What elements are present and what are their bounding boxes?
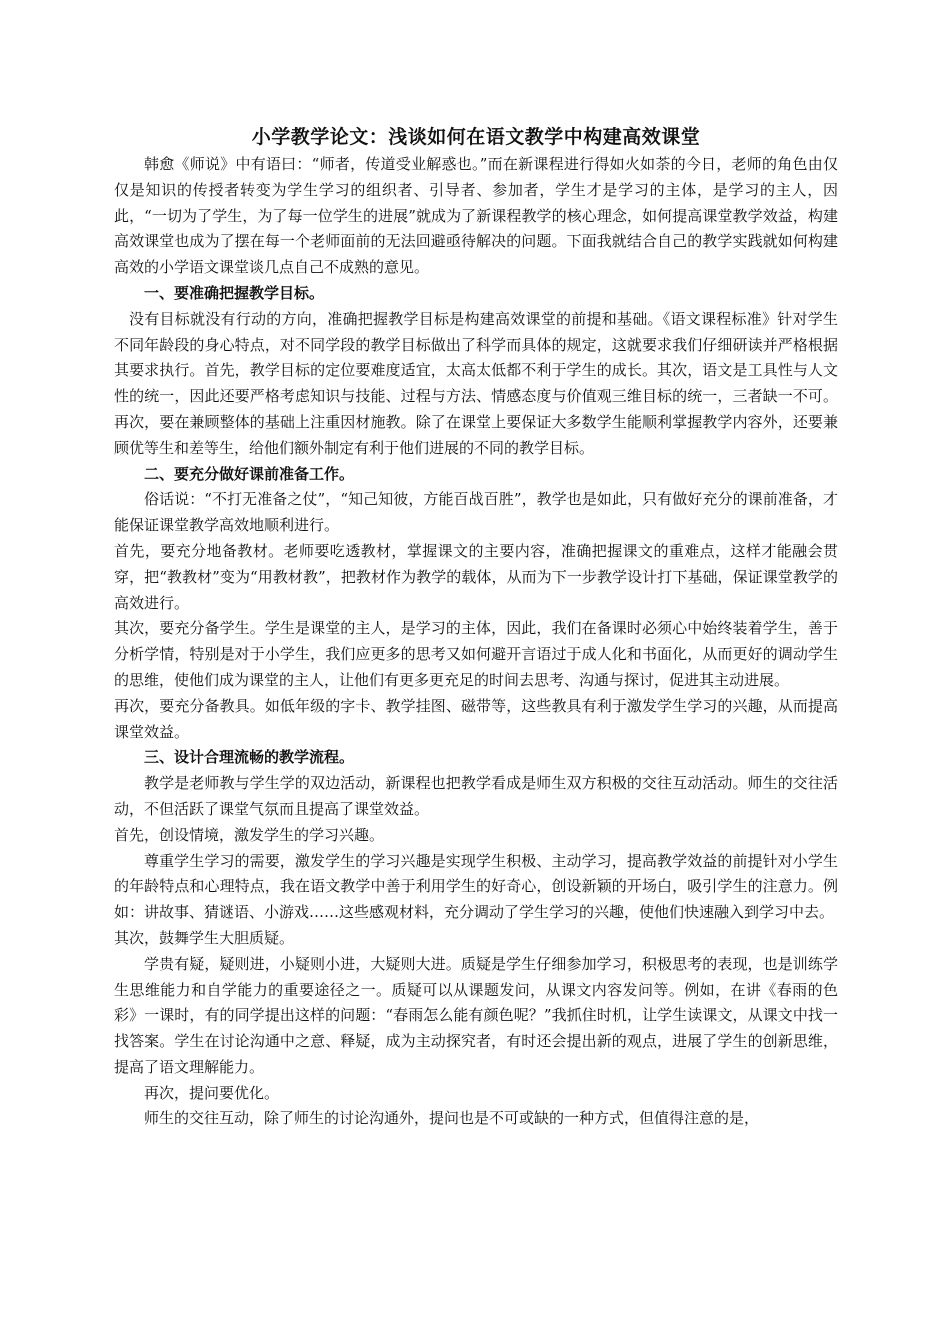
section-heading: 三、设计合理流畅的教学流程。 — [144, 748, 355, 767]
section-heading: 一、要准确把握教学目标。 — [144, 283, 325, 302]
paragraph: 没有目标就没有行动的方向，准确把握教学目标是构建高效课堂的前提和基础。《语文课程标准》针对学生不同年龄段的身心特点，对不同学段的教学目标做出了科学而具体的规定，这就要求我们仔细研读并严格根据其要求执行。首先，教学目标的定位要难度适宜，太高太低都不利于学生的成长。其次，语文是工具性与人文性的统一，因此还要严格考虑知识与技能、过程与方法、情感态度与价值观三维目标的统一，三者缺一不可。再次，要在兼顾整体的基础上注重因材施教。除了在课堂上要保证大多数学生能顺利掌握教学内容外，还要兼顾优等生和差等生，给他们额外制定有利于他们进展的不同的教学目标。 — [114, 309, 838, 457]
paragraph: 再次，提问要优化。 — [144, 1083, 280, 1102]
section-heading: 二、要充分做好课前准备工作。 — [144, 464, 355, 483]
paragraph: 首先，要充分地备教材。老师要吃透教材，掌握课文的主要内容，准确把握课文的重难点，这样才能融会贯穿，把“教教材”变为“用教材教”，把教材作为教学的载体，从而为下一步教学设计打下基础，保证课堂教学的高效进行。 — [114, 541, 838, 612]
document-page — [114, 122, 838, 1132]
document-title: 小学教学论文：浅谈如何在语文教学中构建高效课堂 — [251, 126, 701, 148]
paragraph: 再次，要充分备教具。如低年级的字卡、教学挂图、磁带等，这些教具有利于激发学生学习的兴趣，从而提高课堂效益。 — [114, 696, 838, 741]
paragraph: 教学是老师教与学生学的双边活动，新课程也把教学看成是师生双方积极的交往互动活动。师生的交往活动，不但活跃了课堂气氛而且提高了课堂效益。 — [114, 774, 838, 818]
paragraph: 其次，鼓舞学生大胆质疑。 — [114, 928, 295, 947]
paragraph: 学贵有疑，疑则进，小疑则小进，大疑则大进。质疑是学生仔细参加学习，积极思考的表现，也是训练学生思维能力和自学能力的重要途径之一。质疑可以从课题发问，从课文内容发问等。例如，在讲《春雨的色彩》一课时，有的同学提出这样的问题：“春雨怎么能有颜色呢？”我抓住时机，让学生读课文，从课文中找一找答案。学生在讨论沟通中之意、释疑，成为主动探究者，有时还会提出新的观点，进展了学生的创新思维，提高了语文理解能力。 — [114, 954, 838, 1076]
paragraph: 俗话说：“不打无准备之仗”，“知己知彼，方能百战百胜”，教学也是如此，只有做好充分的课前准备，才能保证课堂教学高效地顺利进行。 — [114, 490, 838, 535]
paragraph: 尊重学生学习的需要，激发学生的学习兴趣是实现学生积极、主动学习，提高教学效益的前提针对小学生的年龄特点和心理特点，我在语文教学中善于利用学生的好奇心，创设新颖的开场白，吸引学生的注意力。例如：讲故事、猜谜语、小游戏……这些感观材料，充分调动了学生学习的兴趣，使他们快速融入到学习中去。 — [114, 851, 838, 922]
paragraph: 其次，要充分备学生。学生是课堂的主人，是学习的主体，因此，我们在备课时必须心中始终装着学生，善于分析学情，特别是对于小学生，我们应更多的思考又如何避开言语过于成人化和书面化，从而更好的调动学生的思维，使他们成为课堂的主人，让他们有更多更充足的时间去思考、沟通与探讨，促进其主动进展。 — [114, 619, 838, 689]
paragraph: 师生的交往互动，除了师生的讨论沟通外，提问也是不可或缺的一种方式，但值得注意的是， — [144, 1109, 760, 1128]
document-body — [114, 152, 838, 1132]
paragraph: 首先，创设情境，激发学生的学习兴趣。 — [114, 825, 385, 844]
paragraph: 韩愈《师说》中有语曰：“师者，传道受业解惑也。”而在新课程进行得如火如荼的今日，老师的角色由仅仅是知识的传授者转变为学生学习的组织者、引导者、参加者，学生才是学习的主体，是学习的主人，因此，“一切为了学生，为了每一位学生的进展”就成为了新课程教学的核心理念，如何提高课堂教学效益，构建高效课堂也成为了摆在每一个老师面前的无法回避亟待解决的问题。下面我就结合自己的教学实践就如何构建高效的小学语文课堂谈几点自己不成熟的意见。 — [114, 155, 838, 277]
